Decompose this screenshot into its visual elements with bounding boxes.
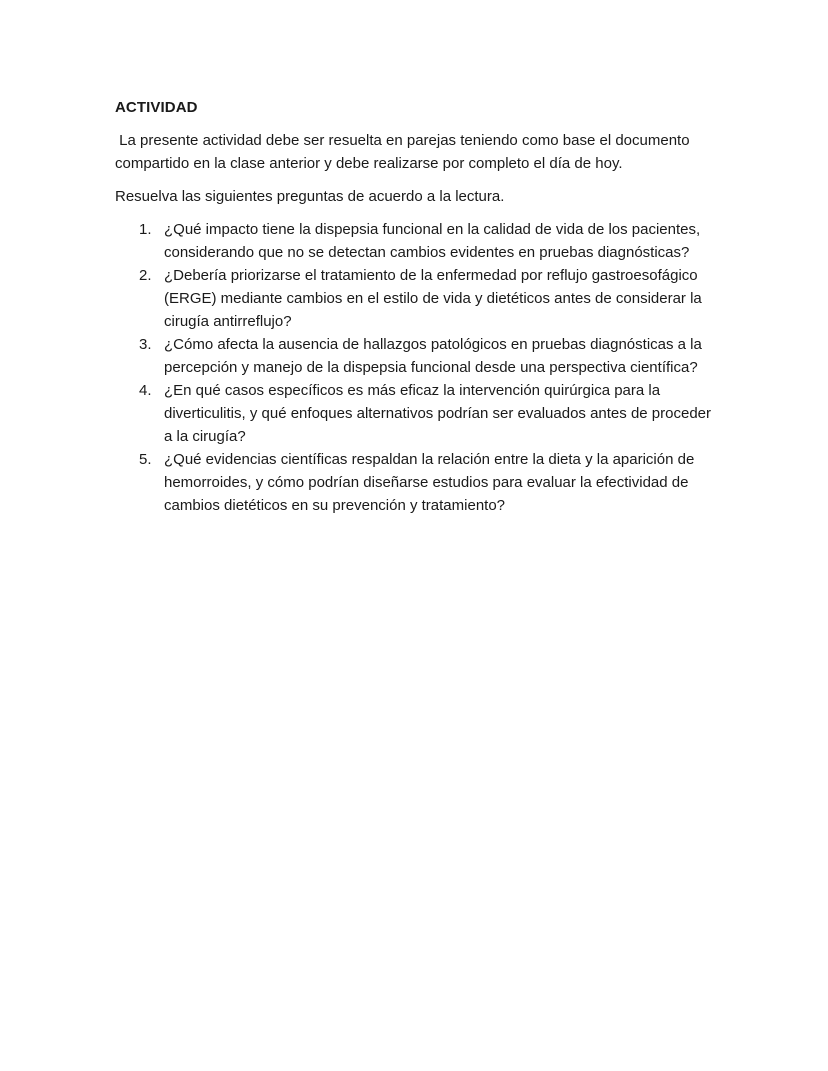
question-number: 4. <box>139 382 152 399</box>
question-item <box>115 264 715 333</box>
question-text: ¿Debería priorizarse el tratamiento de la enfermedad por reflujo gastroesofágico (ERGE) mediante cambios en el estilo de vida y dietéticos antes de considerar la cirugía antirreflujo? <box>164 267 702 330</box>
instruction-paragraph: Resuelva las siguientes preguntas de acuerdo a la lectura. <box>115 188 505 205</box>
question-item <box>115 379 715 448</box>
intro-paragraph: La presente actividad debe ser resuelta en parejas teniendo como base el documento compartido en la clase anterior y debe realizarse por completo el día de hoy. <box>115 132 694 172</box>
question-text: ¿Qué evidencias científicas respaldan la relación entre la dieta y la aparición de hemorroides, y cómo podrían diseñarse estudios para evaluar la efectividad de cambios dietéticos en su prevención y tratamiento? <box>164 451 695 514</box>
document-body <box>115 96 715 517</box>
question-number: 3. <box>139 336 152 353</box>
question-number: 2. <box>139 267 152 284</box>
question-list <box>115 218 715 517</box>
question-text: ¿En qué casos específicos es más eficaz la intervención quirúrgica para la diverticulitis, y qué enfoques alternativos podrían ser evaluados antes de proceder a la cirugía? <box>164 382 711 445</box>
question-number: 1. <box>139 221 152 238</box>
question-item <box>115 333 715 379</box>
question-item <box>115 448 715 517</box>
question-item <box>115 218 715 264</box>
question-number: 5. <box>139 451 152 468</box>
page-title: ACTIVIDAD <box>115 99 198 116</box>
question-text: ¿Qué impacto tiene la dispepsia funcional en la calidad de vida de los pacientes, considerando que no se detectan cambios evidentes en pruebas diagnósticas? <box>164 221 701 261</box>
question-text: ¿Cómo afecta la ausencia de hallazgos patológicos en pruebas diagnósticas a la percepción y manejo de la dispepsia funcional desde una perspectiva científica? <box>164 336 702 376</box>
